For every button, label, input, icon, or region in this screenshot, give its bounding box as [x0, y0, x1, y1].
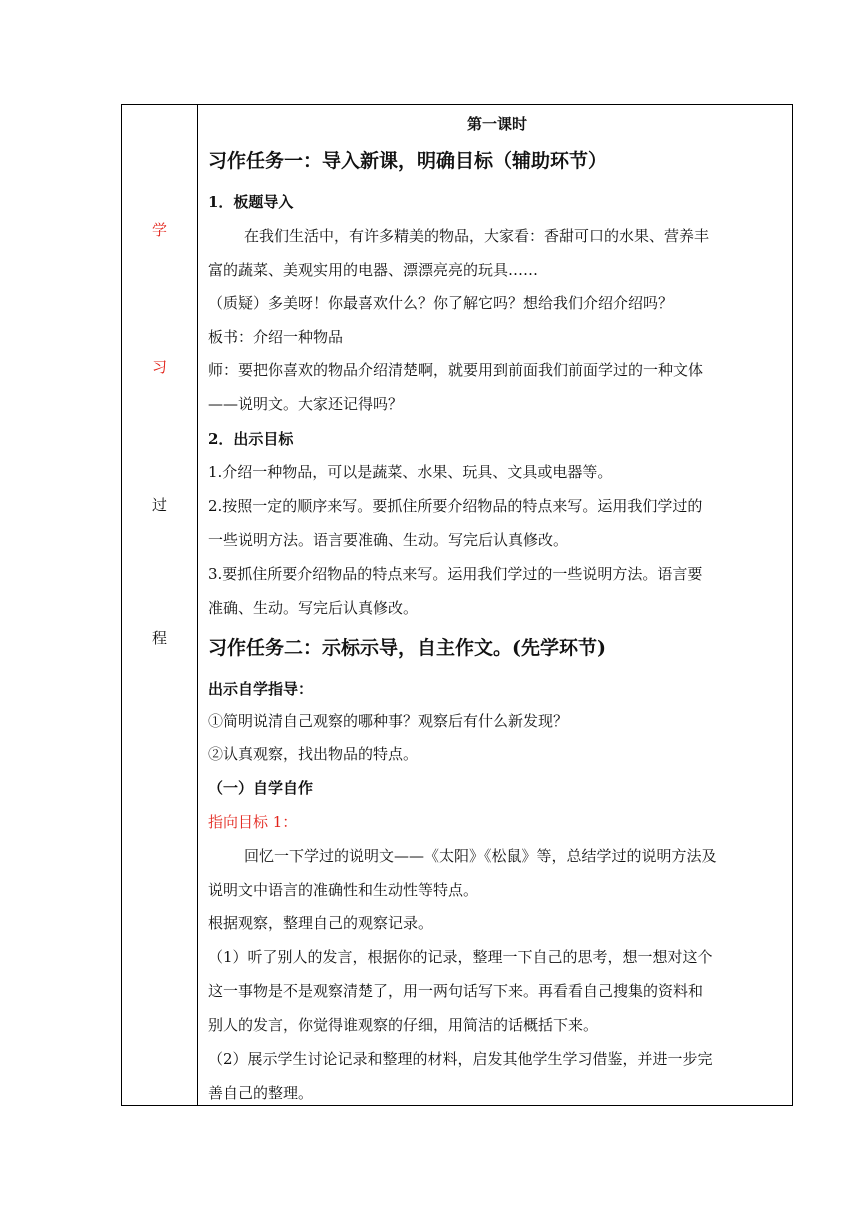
paragraph-1-line-2: 这一事物是不是观察清楚了，用一两句话写下来。再看看自己搜集的资料和	[208, 982, 704, 1000]
paragraph-1-line-1: （1）听了别人的发言，根据你的记录，整理一下自己的思考，想一想对这个	[208, 948, 713, 966]
guide-heading: 出示自学指导：	[208, 680, 314, 698]
goal-1: 1.介绍一种物品，可以是蔬菜、水果、玩具、文具或电器等。	[208, 463, 613, 481]
paragraph-2-line-1: （2）展示学生讨论记录和整理的材料，启发其他学生学习借鉴，并进一步完	[208, 1050, 713, 1068]
target-label: 指向目标 1：	[208, 813, 298, 831]
board-line: 板书：介绍一种物品	[208, 328, 344, 346]
guide-item-1: ①简明说清自己观察的哪种事？观察后有什么新发现？	[208, 712, 569, 730]
intro-line-1: 在我们生活中，有许多精美的物品，大家看：香甜可口的水果、营养丰	[244, 227, 710, 245]
goal-2-line-1: 2.按照一定的顺序来写。要抓住所要介绍物品的特点来写。运用我们学过的	[208, 497, 703, 515]
task2-heading: 习作任务二：示标示导，自主作文。(先学环节)	[208, 637, 606, 659]
section1-heading: 1．板题导入	[208, 193, 294, 211]
column-divider	[197, 105, 198, 1105]
recall-line-1: 回忆一下学过的说明文——《太阳》《松鼠》等，总结学过的说明方法及	[244, 847, 717, 865]
self-study-heading: （一）自学自作	[208, 779, 314, 797]
side-label-cheng: 程	[151, 629, 167, 647]
question-line: （质疑）多美呀！你最喜欢什么？你了解它吗？想给我们介绍介绍吗？	[208, 294, 674, 312]
teacher-line-2: ——说明文。大家还记得吗？	[208, 395, 404, 413]
goal-3-line-1: 3.要抓住所要介绍物品的特点来写。运用我们学过的一些说明方法。语言要	[208, 565, 703, 583]
goal-3-line-2: 准确、生动。写完后认真修改。	[208, 599, 419, 617]
goal-2-line-2: 一些说明方法。语言要准确、生动。写完后认真修改。	[208, 531, 569, 549]
recall-line-2: 说明文中语言的准确性和生动性等特点。	[208, 881, 479, 899]
lesson-table	[121, 104, 793, 1106]
side-label-xi: 习	[151, 358, 167, 376]
paragraph-1-line-3: 别人的发言，你觉得谁观察的仔细，用简洁的话概括下来。	[208, 1016, 599, 1034]
task1-heading: 习作任务一：导入新课，明确目标（辅助环节）	[208, 150, 608, 172]
side-label-xue: 学	[151, 221, 167, 239]
side-label-guo: 过	[151, 496, 167, 514]
organize-line: 根据观察，整理自己的观察记录。	[208, 914, 434, 932]
teacher-line-1: 师：要把你喜欢的物品介绍清楚啊，就要用到前面我们前面学过的一种文体	[208, 361, 704, 379]
intro-line-2: 富的蔬菜、美观实用的电器、漂漂亮亮的玩具……	[208, 261, 539, 279]
guide-item-2: ②认真观察，找出物品的特点。	[208, 745, 419, 763]
paragraph-2-line-2: 善自己的整理。	[208, 1084, 314, 1102]
section2-heading: 2．出示目标	[208, 430, 294, 448]
lesson-title: 第一课时	[466, 115, 527, 133]
